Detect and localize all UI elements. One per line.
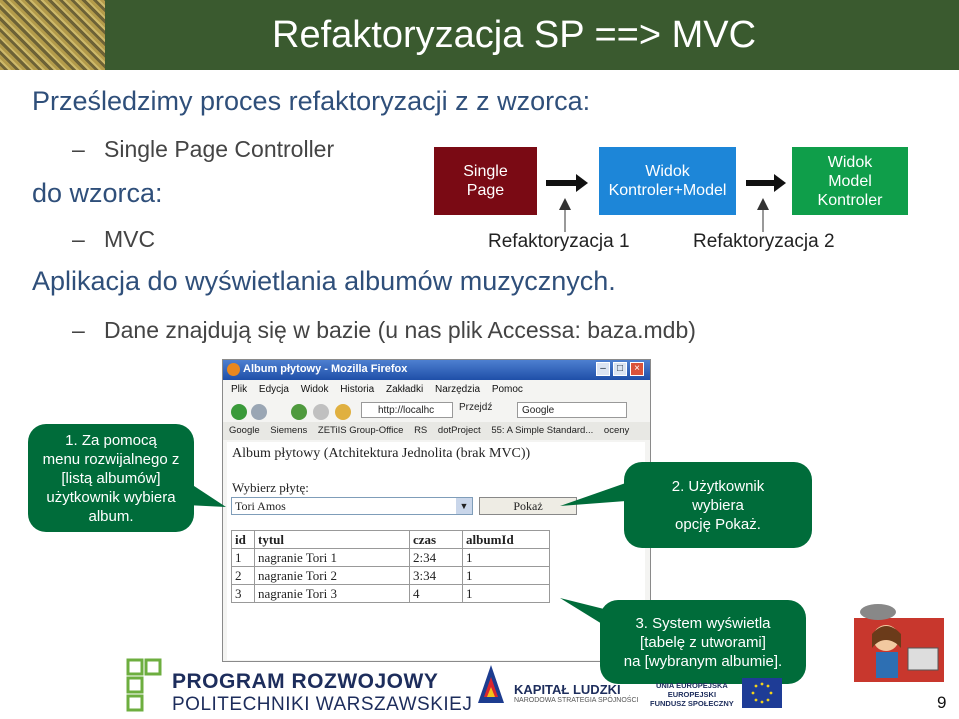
dash: – [72,226,85,252]
callout-line: [tabelę z utworami] [640,633,766,651]
woman-at-computer-clipart [846,600,946,684]
menu-item-zakladki[interactable]: Zakładki [385,384,424,395]
callout-line: [listą albumów] [61,469,161,487]
address-bar[interactable]: http://localhc [361,402,453,418]
table-cell: 2 [232,567,255,585]
refactoring-2-label: Refaktoryzacja 2 [693,231,835,252]
callout-line: użytkownik wybiera [46,488,176,506]
bullet-text: Single Page Controller [104,136,335,162]
eu-flag-icon [742,678,782,708]
menu-item-widok[interactable]: Widok [300,384,329,395]
callout-line: wybiera [692,496,744,514]
column-header: czas [410,531,463,549]
table-cell: 1 [463,585,550,603]
dash: – [72,136,85,162]
table-cell: 1 [463,549,550,567]
column-header: id [232,531,255,549]
box-line: Kontroler [817,191,883,209]
eu-line: UNIA EUROPEJSKA [655,681,728,690]
table-cell: 1 [232,549,255,567]
callout-3 [600,600,806,684]
menu-item-pomoc[interactable]: Pomoc [491,384,523,395]
box-line: Page [466,182,505,199]
album-select-label: Wybierz płytę: [232,480,309,495]
program-name-line2: POLITECHNIKI WARSZAWSKIEJ [172,694,473,715]
bullet-text: Dane znajdują się w bazie (u nas plik Accessa: baza.mdb) [104,317,696,343]
bookmark-item[interactable]: RS [414,425,428,436]
table-cell: 1 [463,567,550,585]
intro-line: Prześledzimy proces refaktoryzacji z z wzorca: [32,86,591,116]
program-logo-icon [126,658,166,714]
bookmark-item[interactable]: ZETiIS Group-Office [317,425,404,436]
window-title: Album płytowy - Mozilla Firefox [243,363,408,375]
chevron-down-icon[interactable]: ▼ [456,498,472,514]
callout-line: 1. Za pomocą [65,431,157,449]
table-cell: 3:34 [410,567,463,585]
box-line: Single [463,163,508,180]
column-header: tytul [255,531,410,549]
callout-1 [28,424,194,532]
program-name-line1: PROGRAM ROZWOJOWY [172,670,439,693]
box-line: Kontroler+Model [608,182,727,199]
bookmark-item[interactable]: Google [229,425,260,436]
column-header: albumId [463,531,550,549]
callout-line: menu rozwijalnego z [42,450,180,468]
refactoring-1-label: Refaktoryzacja 1 [488,231,630,252]
table-cell: 3 [232,585,255,603]
menu-item-narzedzia[interactable]: Narzędzia [435,384,481,395]
search-input[interactable]: Google [517,402,627,418]
dash: – [72,317,85,343]
kapital-ludzki-subtitle: NARODOWA STRATEGIA SPÓJNOŚCI [514,697,639,704]
slide-title: Refaktoryzacja SP ==> MVC [272,14,757,56]
to-pattern-line: do wzorca: [32,178,163,208]
bookmark-item[interactable]: dotProject [437,425,481,436]
callout-line: 3. System wyświetla [635,614,771,632]
go-button[interactable]: Przejdź [459,402,493,413]
callout-line: album. [88,507,134,525]
page-number: 9 [937,693,947,712]
callout-line: opcję Pokaż. [675,515,761,533]
box-line: Model [828,172,872,190]
eu-line: FUNDUSZ SPOŁECZNY [650,699,734,708]
page-heading: Album płytowy (Atchitektura Jednolita (brak MVC)) [232,446,531,461]
bookmark-item[interactable]: oceny [603,425,630,436]
table-cell: nagranie Tori 3 [255,585,410,603]
callout-line: 2. Użytkownik [671,477,765,495]
bookmark-item[interactable]: 55: A Simple Standard... [491,425,594,436]
menu-item-plik[interactable]: Plik [231,384,248,395]
eu-line: EUROPEJSKI [667,690,717,699]
app-line: Aplikacja do wyświetlania albumów muzycznych. [32,266,616,296]
kapital-ludzki-logo-icon [476,663,506,707]
album-select-value: Tori Amos [235,499,286,513]
box-line: Widok [827,153,873,171]
table-cell: 4 [410,585,463,603]
menu-item-edycja[interactable]: Edycja [258,384,289,395]
maximize-icon[interactable]: □ [613,362,627,376]
menu-item-historia[interactable]: Historia [340,384,375,395]
callout-2 [624,462,812,548]
bookmark-item[interactable]: Siemens [270,425,308,436]
table-cell: nagranie Tori 2 [255,567,410,585]
table-cell: 2:34 [410,549,463,567]
callout-line: na [wybranym albumie]. [623,652,783,670]
show-button[interactable]: Pokaż [479,497,577,515]
close-icon[interactable]: × [630,362,644,376]
kapital-ludzki-title: KAPITAŁ LUDZKI [514,682,621,697]
box-line: Widok [645,163,690,180]
bullet-text: MVC [104,226,156,252]
table-cell: nagranie Tori 1 [255,549,410,567]
minimize-icon[interactable]: – [596,362,610,376]
eu-text [650,681,734,708]
